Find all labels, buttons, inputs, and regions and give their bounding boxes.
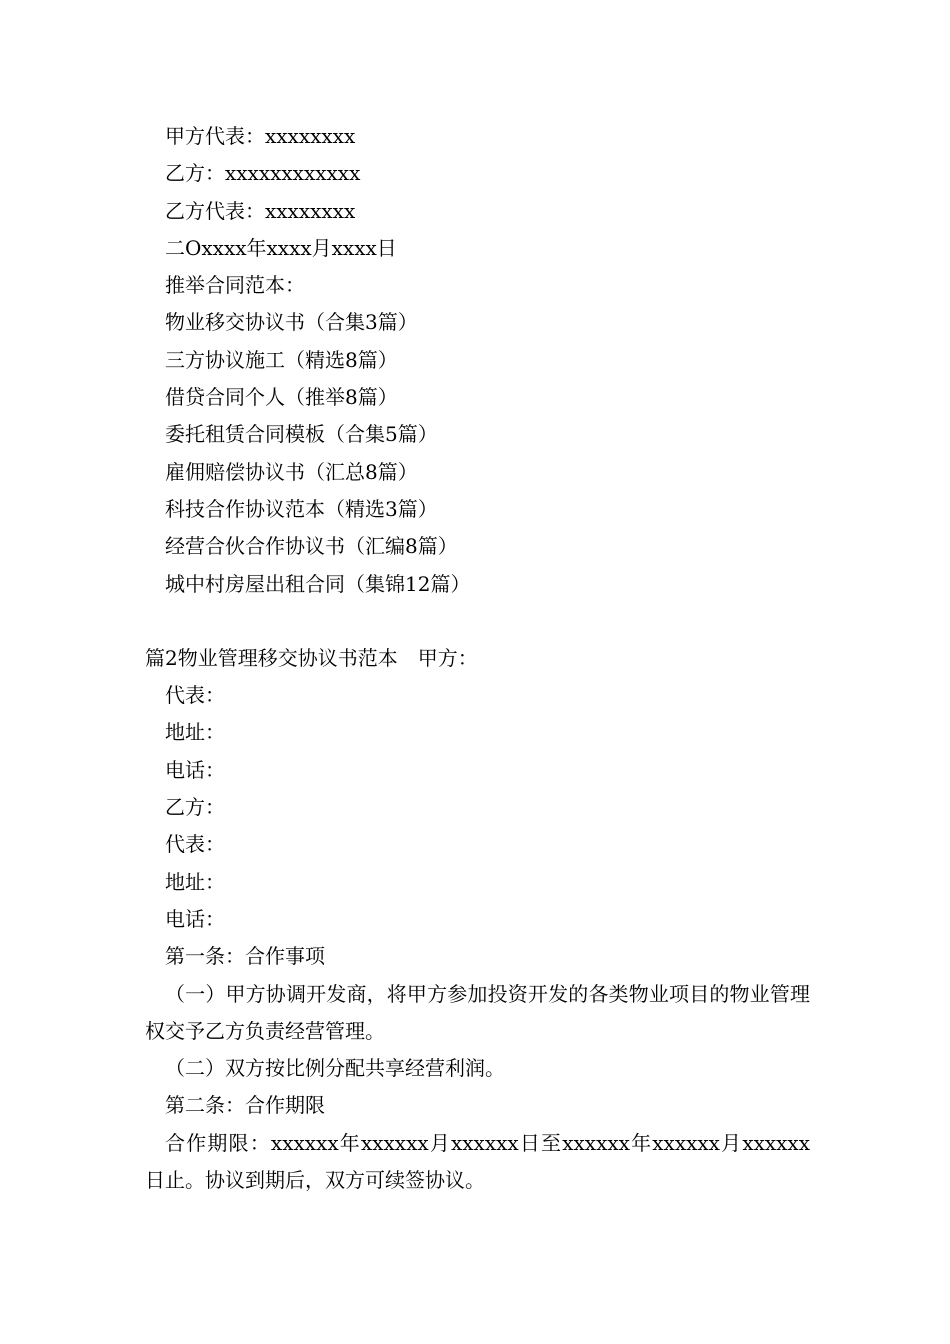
article-2-paragraph-1: 合作期限：xxxxxx年xxxxxx月xxxxxx日至xxxxxx年xxxxxx月xxxxxx日止。协议到期后，双方可续签协议。 <box>145 1130 810 1193</box>
section-gap <box>145 603 810 640</box>
recommended-item[interactable]: 三方协议施工（精选8篇） <box>165 347 398 372</box>
party-a-address-field: 地址： <box>165 720 225 745</box>
recommended-item[interactable]: 物业移交协议书（合集3篇） <box>165 310 418 335</box>
recommended-item[interactable]: 城中村房屋出租合同（集锦12篇） <box>165 571 471 596</box>
party-b-rep-field: 代表： <box>165 832 225 857</box>
section-2 <box>145 640 810 1199</box>
party-b-field: 乙方： <box>165 795 225 820</box>
recommended-item[interactable]: 雇佣赔偿协议书（汇总8篇） <box>165 459 418 484</box>
recommended-item[interactable]: 经营合伙合作协议书（汇编8篇） <box>165 534 458 559</box>
article-2-title: 第二条：合作期限 <box>165 1093 325 1118</box>
document-body <box>145 118 810 1199</box>
party-b-phone-field: 电话： <box>165 906 225 931</box>
signature-block <box>145 118 810 267</box>
signing-date: 二Oxxxx年xxxx月xxxx日 <box>165 235 397 260</box>
recommended-heading: 推举合同范本： <box>165 273 305 298</box>
recommended-item[interactable]: 科技合作协议范本（精选3篇） <box>165 496 438 521</box>
party-b-address-field: 地址： <box>165 869 225 894</box>
recommended-templates <box>145 267 810 603</box>
article-1-title: 第一条：合作事项 <box>165 944 325 969</box>
recommended-item[interactable]: 借贷合同个人（推举8篇） <box>165 385 398 410</box>
party-b-representative: 乙方代表：xxxxxxxx <box>165 198 356 223</box>
article-1-paragraph-2: （二）双方按比例分配共享经营利润。 <box>165 1056 505 1081</box>
article-1-paragraph-1: （一）甲方协调开发商，将甲方参加投资开发的各类物业项目的物业管理权交予乙方负责经营管理。 <box>145 981 810 1043</box>
section-heading: 篇2物业管理移交协议书范本 甲方： <box>145 645 478 670</box>
recommended-item[interactable]: 委托租赁合同模板（合集5篇） <box>165 422 438 447</box>
party-a-rep-field: 代表： <box>165 683 225 708</box>
party-b: 乙方：xxxxxxxxxxxx <box>165 161 361 186</box>
party-a-phone-field: 电话： <box>165 757 225 782</box>
party-a-representative: 甲方代表：xxxxxxxx <box>165 124 356 148</box>
